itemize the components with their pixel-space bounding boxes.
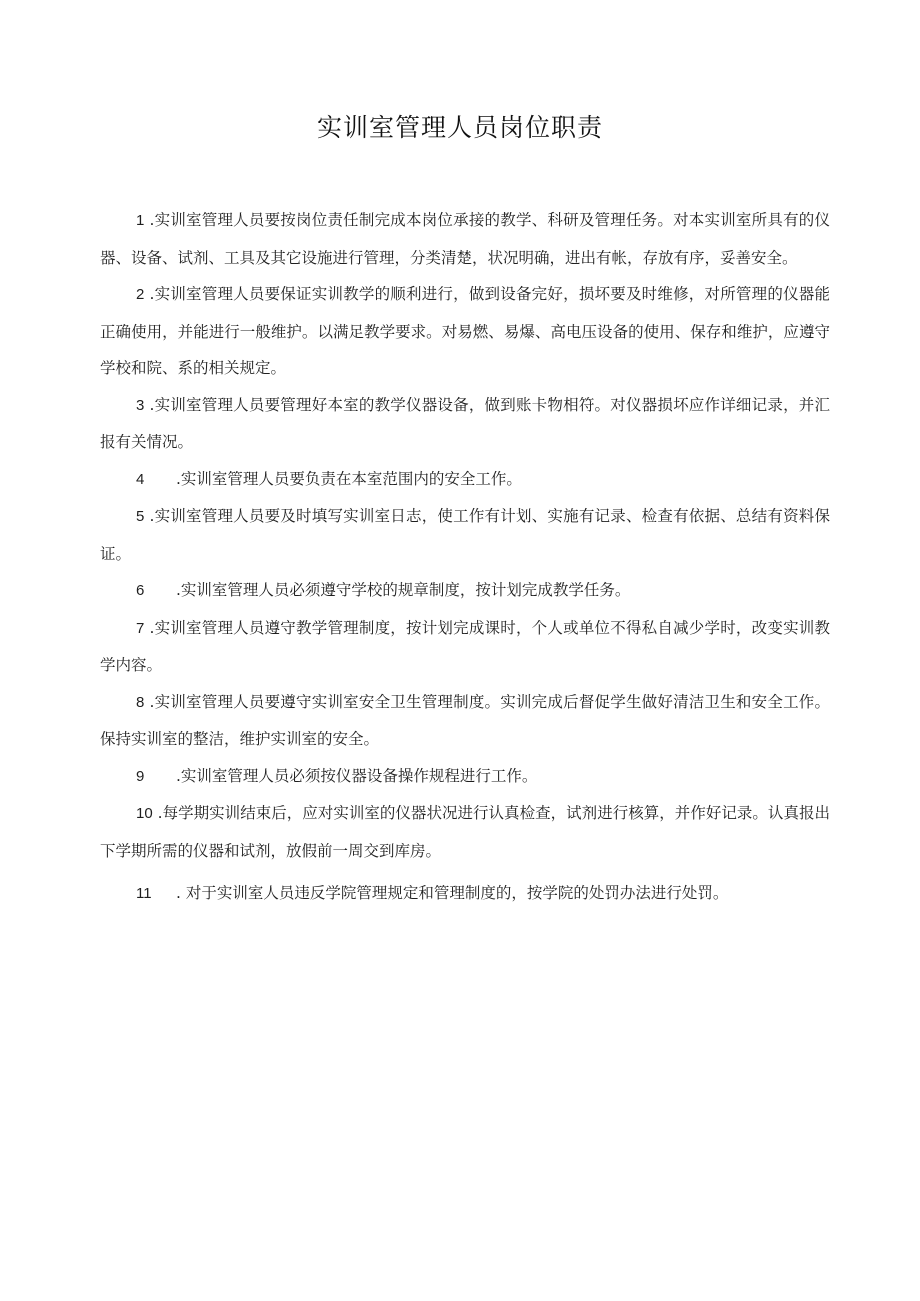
list-item <box>100 572 830 610</box>
item-number: 8 <box>136 693 145 711</box>
item-text: .实训室管理人员必须遵守学校的规章制度，按计划完成教学任务。 <box>176 581 631 599</box>
list-item <box>100 795 830 869</box>
list-item <box>100 498 830 572</box>
item-number: 2 <box>136 286 145 303</box>
list-item <box>100 461 830 499</box>
page-title: 实训室管理人员岗位职责 <box>316 113 603 142</box>
item-text: . 对于实训室人员违反学院管理规定和管理制度的，按学院的处罚办法进行处罚。 <box>176 884 729 902</box>
item-text: .每学期实训结束后，应对实训室的仪器状况进行认真检查，试剂进行核算，并作好记录。认真报出下学期所需的仪器和试剂，放假前一周交到库房。 <box>100 804 830 860</box>
item-number: 3 <box>136 396 145 414</box>
item-number: 11 <box>136 885 152 902</box>
item-text: .实训室管理人员要保证实训教学的顺利进行，做到设备完好，损坏要及时维修，对所管理的仪器能正确使用，并能进行一般维护。以满足教学要求。对易燃、易爆、高电压设备的使用、保存和维护，应遵守学校和院、系的相关规定。 <box>100 285 830 377</box>
list-item <box>100 875 830 913</box>
list-item <box>100 202 830 276</box>
list-item <box>100 758 830 796</box>
document-body <box>100 202 830 913</box>
item-number: 9 <box>136 767 145 785</box>
item-text: .实训室管理人员要及时填写实训室日志，使工作有计划、实施有记录、检查有依据、总结有资料保证。 <box>100 507 830 563</box>
item-number: 6 <box>136 582 145 599</box>
item-text: .实训室管理人员要负责在本室范围内的安全工作。 <box>176 469 522 488</box>
list-item <box>100 684 830 758</box>
item-number: 1 <box>136 212 145 229</box>
item-text: .实训室管理人员要管理好本室的教学仪器设备，做到账卡物相符。对仪器损坏应作详细记录，并汇报有关情况。 <box>100 395 830 451</box>
item-text: .实训室管理人员要遵守实训室安全卫生管理制度。实训完成后督促学生做好清洁卫生和安全工作。保持实训室的整洁，维护实训室的安全。 <box>100 692 830 748</box>
item-number: 5 <box>136 508 145 525</box>
item-text: .实训室管理人员遵守教学管理制度，按计划完成课时，个人或单位不得私自减少学时，改变实训教学内容。 <box>100 618 830 674</box>
item-text: .实训室管理人员要按岗位责任制完成本岗位承接的教学、科研及管理任务。对本实训室所具有的仪器、设备、试剂、工具及其它设施进行管理，分类清楚，状况明确，进出有帐，存放有序，妥善安全。 <box>100 211 830 267</box>
item-number: 4 <box>136 470 145 488</box>
list-item <box>100 276 830 387</box>
list-item <box>100 387 830 461</box>
item-number: 7 <box>136 619 145 637</box>
list-item <box>100 610 830 684</box>
item-text: .实训室管理人员必须按仪器设备操作规程进行工作。 <box>176 766 538 785</box>
item-number: 10 <box>136 805 153 822</box>
